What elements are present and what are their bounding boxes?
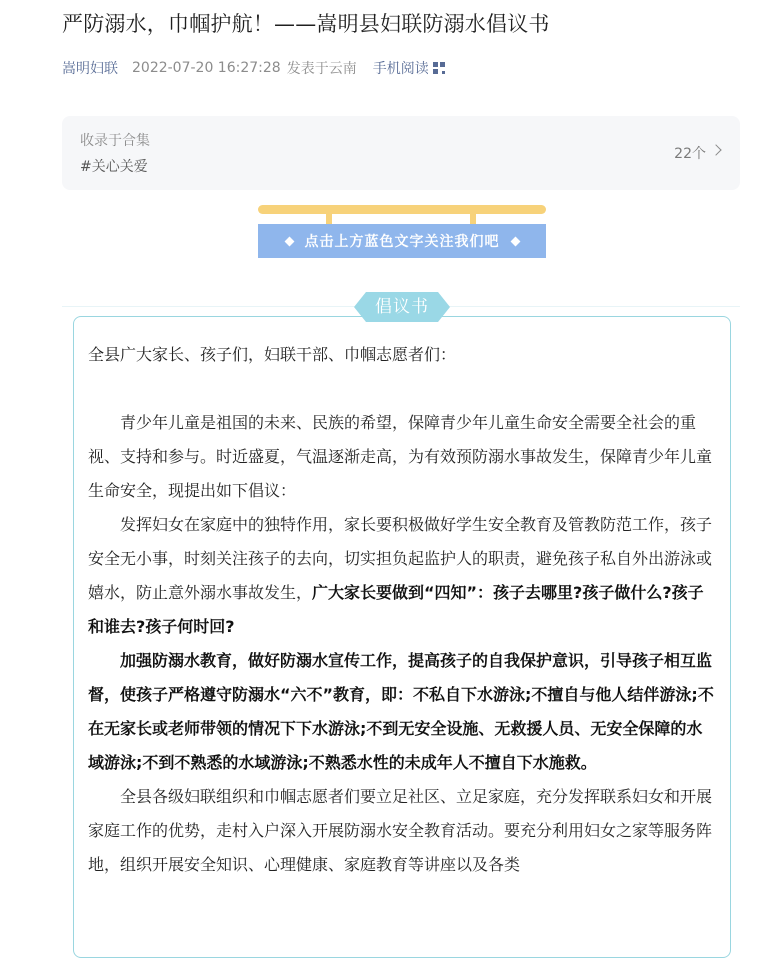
section-title: 倡议书 [375, 297, 429, 317]
mobile-read-link[interactable]: 手机阅读 [372, 61, 429, 77]
paragraph-2-bold: 广大家长要做到“四知”：孩子去哪里?孩子做什么?孩子和谁去?孩子何时回? [88, 583, 704, 636]
greeting: 全县广大家长、孩子们，妇联干部、巾帼志愿者们： [88, 345, 457, 364]
publish-datetime: 2022-07-20 16:27:28 [132, 60, 281, 76]
qr-code-icon[interactable] [433, 62, 445, 74]
article-meta [62, 58, 445, 78]
article-title: 严防溺水，巾帼护航！——嵩明县妇联防溺水倡议书 [62, 12, 550, 36]
chevron-right-icon[interactable] [710, 144, 721, 155]
section-ribbon [354, 292, 450, 322]
paragraph-3-bold: 加强防溺水教育，做好防溺水宣传工作，提高孩子的自我保护意识，引导孩子相互监督，使孩子严格遵守防溺水“六不”教育，即：不私自下水游泳;不擅自与他人结伴游泳;不在无家长或老师带领的情况下下水游泳;不到无安全设施、无救援人员、无安全保障的水域游泳;不到不熟悉的水域游泳;不熟悉水性的未成年人不擅自下水施救。 [88, 651, 714, 772]
collection-card[interactable] [62, 116, 740, 190]
author-link[interactable]: 嵩明妇联 [62, 61, 118, 77]
follow-banner-text: 点击上方蓝色文字关注我们吧 [304, 234, 500, 250]
diamond-icon [284, 236, 294, 246]
paragraph-4: 全县各级妇联组织和巾帼志愿者们要立足社区、立足家庭，充分发挥联系妇女和开展家庭工作的优势，走村入户深入开展防溺水安全教育活动。要充分利用妇女之家等服务阵地，组织开展安全知识、心理健康、家庭教育等讲座以及各类 [88, 787, 713, 874]
paragraph-3 [88, 644, 718, 780]
paragraph-2 [88, 508, 718, 644]
collection-label: 收录于合集 [80, 133, 150, 149]
follow-banner[interactable] [258, 224, 546, 258]
article-body [88, 338, 718, 882]
banner-hanger-bar [258, 205, 546, 214]
paragraph-1: 青少年儿童是祖国的未来、民族的希望，保障青少年儿童生命安全需要全社会的重视、支持和参与。时近盛夏，气温逐渐走高，为有效预防溺水事故发生，保障青少年儿童生命安全，现提出如下倡议： [88, 413, 713, 500]
paragraph-2-text: 发挥妇女在家庭中的独特作用，家长要积极做好学生安全教育及管教防范工作，孩子安全无小事，时刻关注孩子的去向，切实担负起监护人的职责，避免孩子私自外出游泳或嬉水，防止意外溺水事故发生， [88, 515, 713, 602]
publish-location: 发表于云南 [286, 61, 357, 77]
collection-tag[interactable]: #关心关爱 [80, 159, 148, 175]
collection-count[interactable]: 22个 [674, 146, 706, 162]
diamond-icon [510, 236, 520, 246]
